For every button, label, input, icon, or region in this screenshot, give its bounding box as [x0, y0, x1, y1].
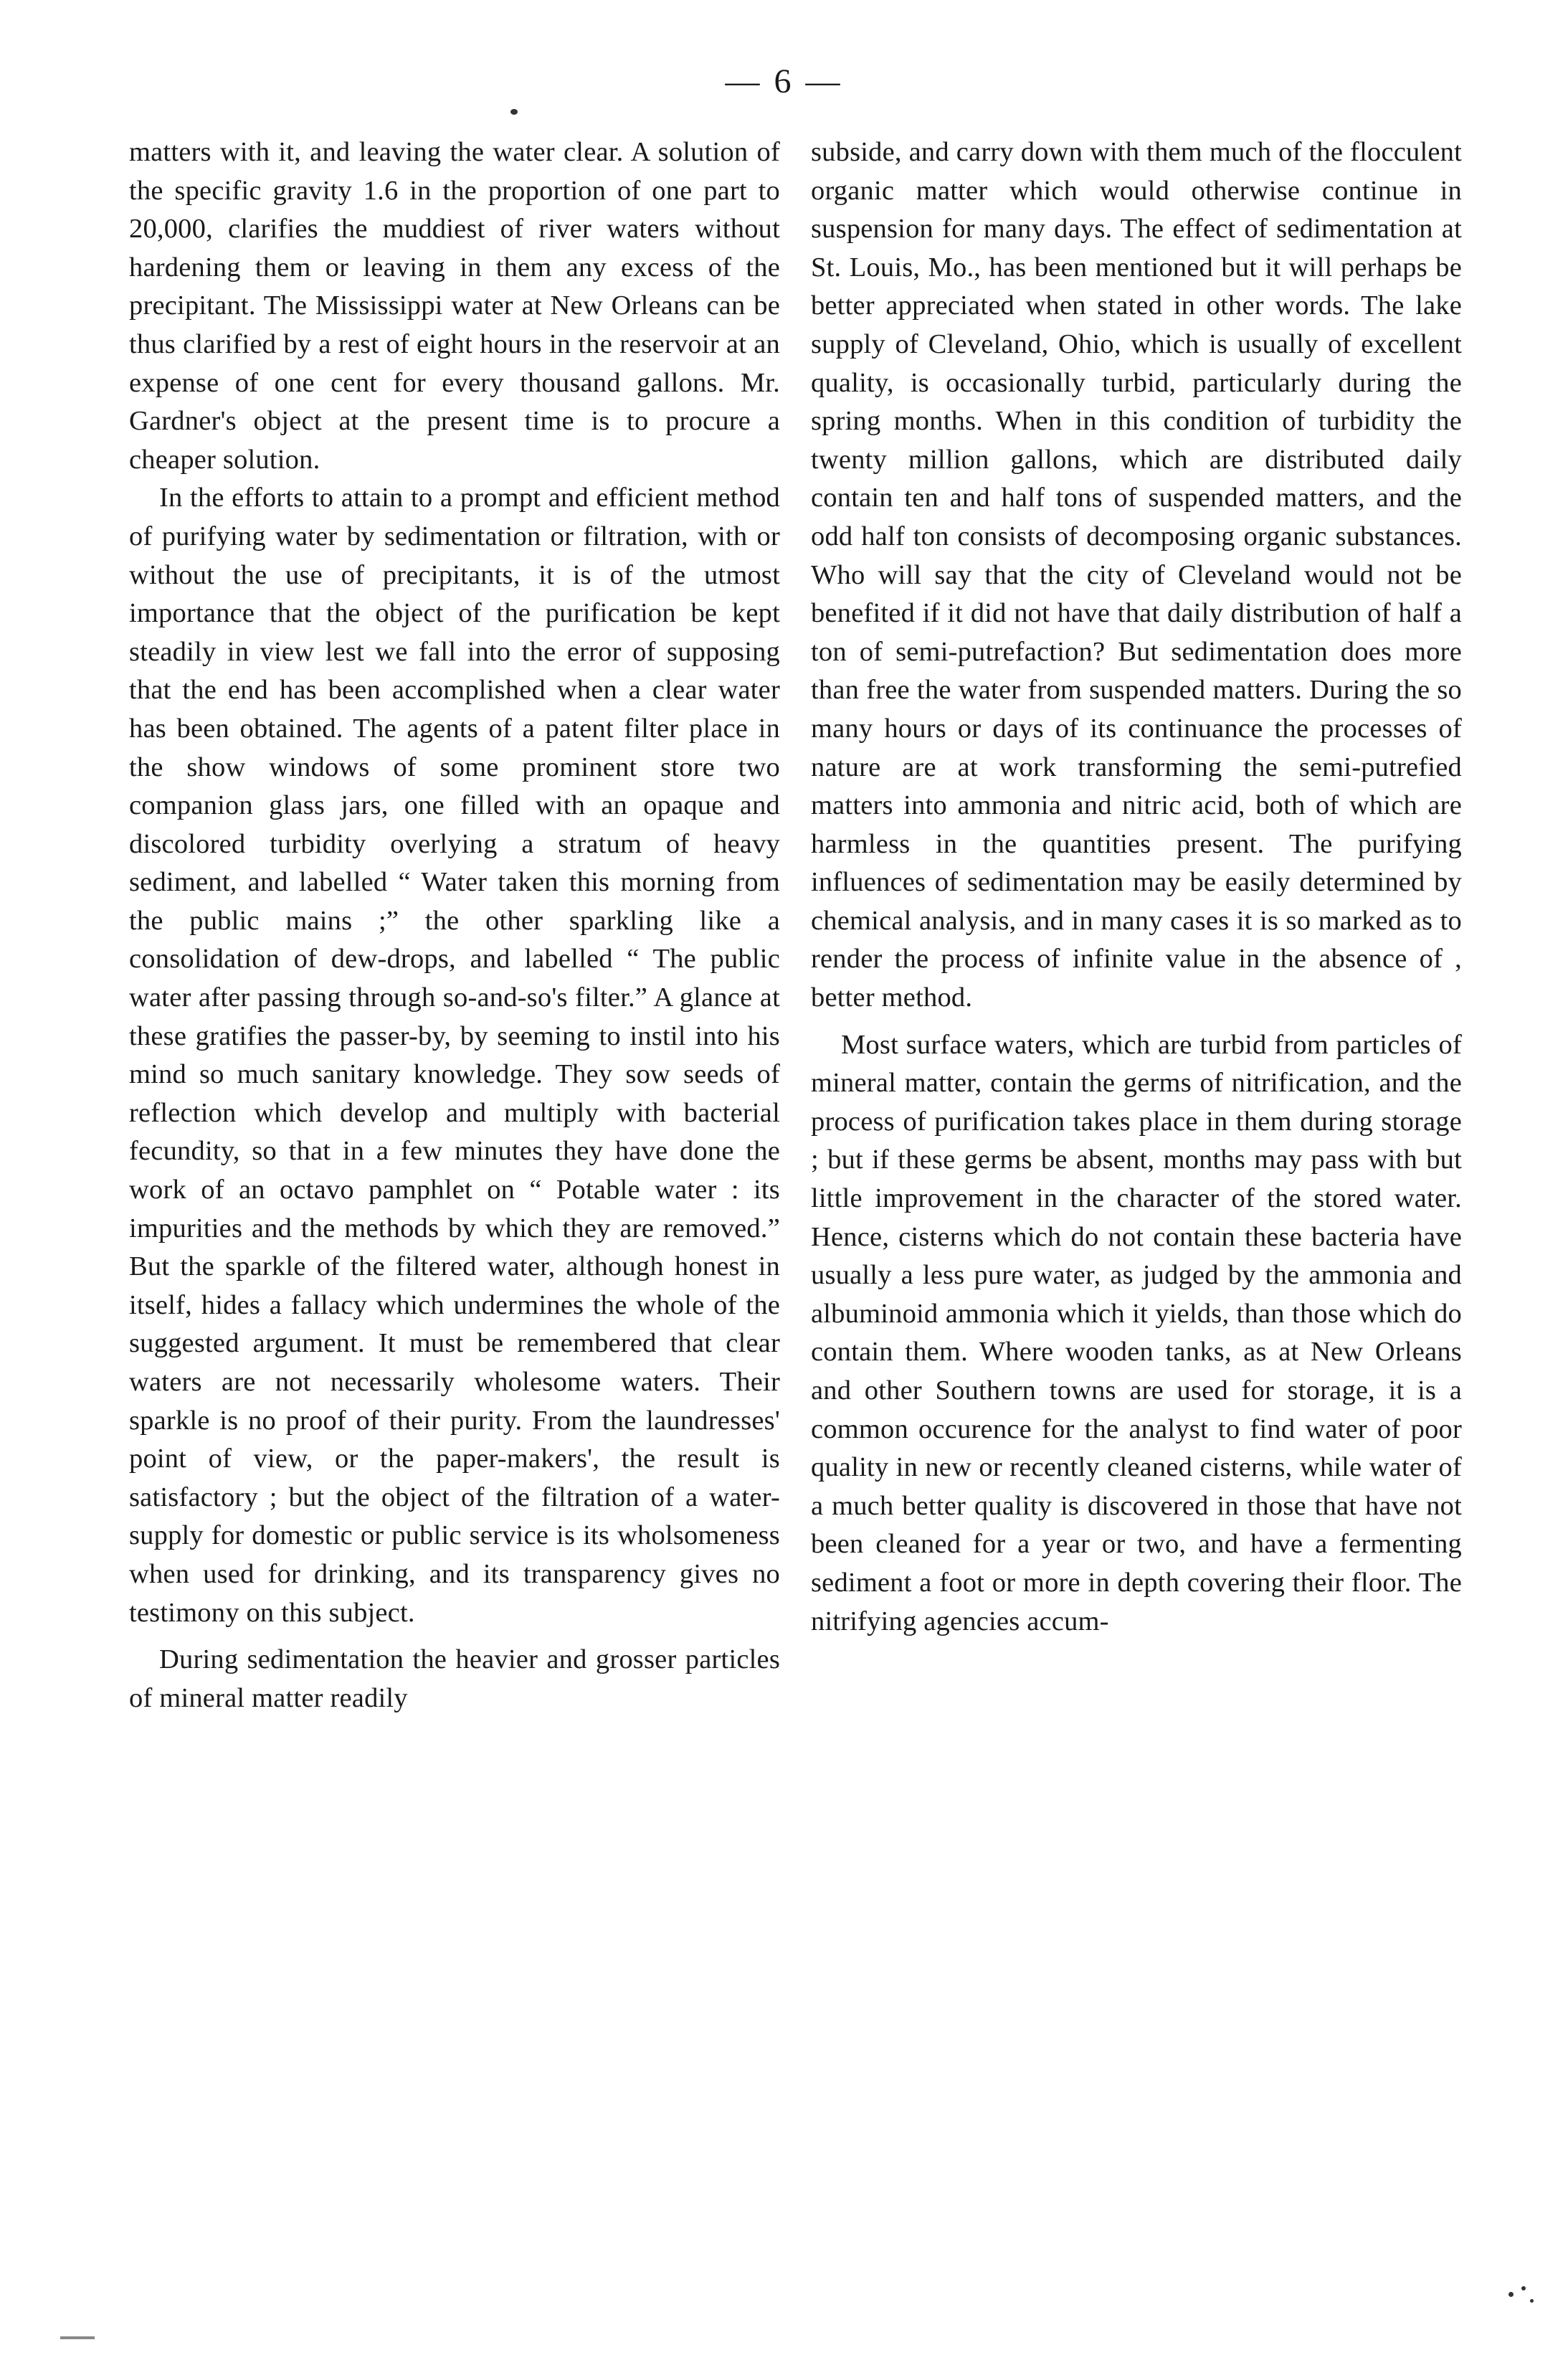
paragraph: In the efforts to attain to a prompt and efficient method of purifying water by sedimentation or filtration, with or without the use of precipitants, it is of the utmost importance that the object of the purification be kept steadily in view lest we fall into the error of supposing that the end has been accomplished when a clear water has been obtained. The agents of a patent filter place in the show windows of some prominent store two companion glass jars, one filled with an opaque and discolored turbidity overlying a stratum of heavy sediment, and labelled “ Water taken this morning from the public mains ;” the other sparkling like a consolidation of dew-drops, and labelled “ The public water after passing through so-and-so's filter.” A glance at these gratifies the passer-by, by seeming to instil into his mind so much sanitary knowledge. They sow seeds of reflection which develop and multiply with bacterial fecundity, so that in a few minutes they have done the work of an octavo pamphlet on “ Potable water : its impurities and the methods by which they are removed.” But the sparkle of the filtered water, although honest in itself, hides a fallacy which undermines the whole of the suggested argument. It must be remembered that clear waters are not necessarily wholesome waters. Their sparkle is no proof of their purity. From the laundresses' point of view, or the paper-makers', the result is satisfactory ; but the object of the filtration of a water-supply for domestic or public service is its wholsomeness when used for drinking, and its transparency gives no testimony on this subject.: [129, 483, 780, 1628]
paragraph: Most surface waters, which are turbid from particles of mineral matter, contain the germs of nitrification, and the process of purification takes place in them during storage ; but if these germs be absent, months may pass with but little improvement in the character of the stored water. Hence, cisterns which do not contain these bacteria have usually a less pure water, as judged by the ammonia and albuminoid ammonia which it yields, than those which do contain them. Where wooden tanks, as at New Orleans and other Southern towns are used for storage, it is a common occurence for the analyst to find water of poor quality in new or recently cleaned cisterns, while water of a much better quality is discovered in those that have not been cleaned for a year or two, and have a fermenting sediment a foot or more in depth covering their floor. The nitrifying agencies accum-: [811, 1029, 1462, 1636]
paragraph: During sedimentation the heavier and grosser particles of mineral matter readily: [129, 1644, 780, 1713]
paragraph: matters with it, and leaving the water clear. A solution of the specific gravity 1.6 in the proportion of one part to 20,000, clarifies the muddiest of river waters without hardening them or leaving in them any excess of the precipitant. The Mississippi water at New Orleans can be thus clarified by a rest of eight hours in the reservoir at an expense of one cent for every thousand gallons. Mr. Gardner's object at the present time is to procure a cheaper solution.: [129, 137, 780, 475]
scan-speck: [1508, 2292, 1514, 2297]
left-column: [129, 133, 780, 1717]
paragraph: subside, and carry down with them much of the flocculent organic matter which would otherwise continue in suspension for many days. The effect of sedimentation at St. Louis, Mo., has been mentioned but it will perhaps be better appreciated when stated in other words. The lake supply of Cleveland, Ohio, which is usually of excellent quality, is occasionally turbid, particularly during the spring months. When in this condition of turbidity the twenty million gallons, which are distributed daily contain ten and half tons of suspended matters, and the odd half ton consists of decomposing organic substances. Who will say that the city of Cleveland would not be benefited if it did not have that daily distribution of half a ton of semi-putrefaction? But sedimentation does more than free the water from suspended matters. During the so many hours or days of its continuance the processes of nature are at work transforming the semi-putrefied matters into ammonia and nitric acid, both of which are harmless in the quantities present. The purifying influences of sedimentation may be easily determined by chemical analysis, and in many cases it is so marked as to render the process of infinite value in the absence of , better method.: [811, 137, 1462, 1013]
scan-edge-mark: [60, 2336, 95, 2339]
scan-speck: [510, 109, 518, 115]
right-column: [811, 133, 1462, 1641]
scan-speck: [1530, 2299, 1534, 2303]
page-number: — 6 —: [725, 62, 843, 100]
scan-speck: [1521, 2286, 1526, 2290]
